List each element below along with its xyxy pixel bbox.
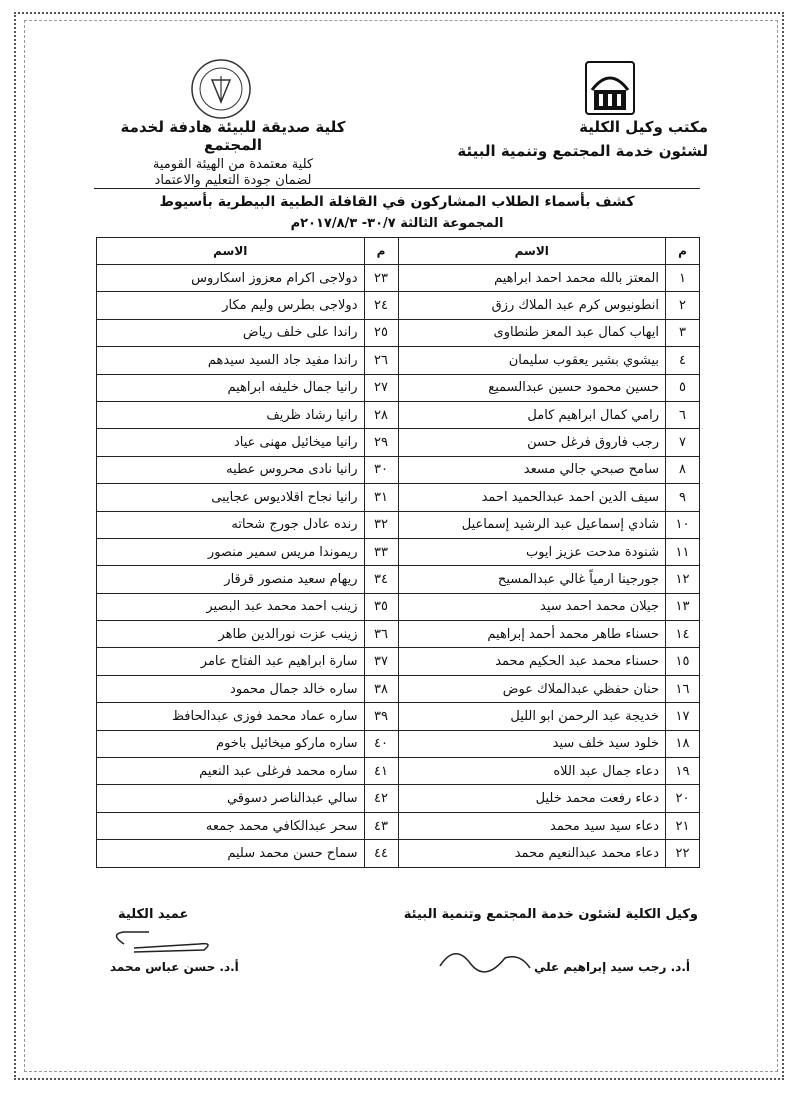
table-row — [97, 566, 700, 593]
row-number: ٢٣ — [364, 265, 398, 292]
table-row — [97, 648, 700, 675]
row-number: ٢٢ — [666, 840, 700, 867]
dean-title: عميد الكلية — [118, 907, 189, 922]
row-number: ١٩ — [666, 758, 700, 785]
row-number: ٣ — [666, 319, 700, 346]
row-number: ١٣ — [666, 593, 700, 620]
row-number: ٩ — [666, 484, 700, 511]
student-name: رامي كمال ابراهيم كامل — [398, 401, 666, 428]
vice-dean-title: وكيل الكلية لشئون خدمة المجتمع وتنمية البيئة — [403, 907, 698, 922]
table-row — [97, 785, 700, 812]
faculty-slogan: كلية صديقة للبيئة هادفة لخدمة المجتمع — [120, 118, 346, 154]
row-number: ٤٣ — [364, 812, 398, 839]
table-header-row — [97, 238, 700, 265]
row-number: ٣٧ — [364, 648, 398, 675]
row-number: ٣٨ — [364, 675, 398, 702]
student-name: رنده عادل جورج شحاته — [97, 511, 365, 538]
table-row — [97, 812, 700, 839]
row-number: ١ — [666, 265, 700, 292]
accreditation-line2: لضمان جودة التعليم والاعتماد — [154, 173, 312, 188]
accreditation-line1: كلية معتمدة من الهيئة القومية — [152, 157, 314, 172]
row-number: ٢ — [666, 292, 700, 319]
row-number: ٢٦ — [364, 347, 398, 374]
student-name: دعاء محمد عبدالنعيم محمد — [398, 840, 666, 867]
row-number: ١١ — [666, 538, 700, 565]
table-row — [97, 840, 700, 867]
student-name: دعاء رفعت محمد خليل — [398, 785, 666, 812]
table-row — [97, 593, 700, 620]
student-name: دولاجى بطرس وليم مكار — [97, 292, 365, 319]
student-name: سالي عبدالناصر دسوقي — [97, 785, 365, 812]
row-number: ٤٢ — [364, 785, 398, 812]
dean-signature — [104, 924, 224, 960]
student-name: دعاء جمال عبد اللاه — [398, 758, 666, 785]
student-name: راندا على خلف رياض — [97, 319, 365, 346]
table-row — [97, 374, 700, 401]
student-name: حنان حفظي عبدالملاك عوض — [398, 675, 666, 702]
row-number: ٣٣ — [364, 538, 398, 565]
row-number: ٦ — [666, 401, 700, 428]
student-name: راندا مفيد جاد السيد سيدهم — [97, 347, 365, 374]
student-name: حسناء طاهر محمد أحمد إبراهيم — [398, 621, 666, 648]
student-name: زينب احمد محمد عبد البصير — [97, 593, 365, 620]
student-name: رانيا جمال خليفه ابراهيم — [97, 374, 365, 401]
row-number: ١٧ — [666, 703, 700, 730]
col-header-name-2: الاسم — [97, 238, 365, 265]
row-number: ٢٠ — [666, 785, 700, 812]
row-number: ٨ — [666, 456, 700, 483]
student-name: رجب فاروق فرغل حسن — [398, 429, 666, 456]
row-number: ١٤ — [666, 621, 700, 648]
student-name: رانيا ميخائيل مهنى عياد — [97, 429, 365, 456]
row-number: ١٨ — [666, 730, 700, 757]
office-header — [457, 118, 708, 160]
faculty-seal-logo — [190, 58, 252, 120]
dean-name: أ.د. حسن عباس محمد — [110, 960, 239, 974]
table-row — [97, 538, 700, 565]
row-number: ٥ — [666, 374, 700, 401]
table-row — [97, 319, 700, 346]
student-name: ريهام سعيد منصور قرقار — [97, 566, 365, 593]
student-name: المعتز بالله محمد احمد ابراهيم — [398, 265, 666, 292]
student-name: بيشوي بشير يعقوب سليمان — [398, 347, 666, 374]
row-number: ٤ — [666, 347, 700, 374]
student-name: خلود سيد خلف سيد — [398, 730, 666, 757]
student-name: دولاجى اكرام معزوز اسكاروس — [97, 265, 365, 292]
student-name: سارة ابراهيم عبد الفتاح عامر — [97, 648, 365, 675]
student-name: حسين محمود حسين عبدالسميع — [398, 374, 666, 401]
student-name: ايهاب كمال عبد المعز طنطاوى — [398, 319, 666, 346]
student-name: خديجة عبد الرحمن ابو الليل — [398, 703, 666, 730]
row-number: ٣٩ — [364, 703, 398, 730]
col-header-num-1: م — [666, 238, 700, 265]
faculty-header — [108, 118, 358, 188]
student-name: ساره ماركو ميخائيل باخوم — [97, 730, 365, 757]
student-name: جورجينا ارمياً غالي عبدالمسيح — [398, 566, 666, 593]
document-title: كشف بأسماء الطلاب المشاركون في القافلة الطبية البيطرية بأسيوط — [159, 194, 635, 210]
table-row — [97, 347, 700, 374]
row-number: ٢٨ — [364, 401, 398, 428]
table-row — [97, 730, 700, 757]
row-number: ١٦ — [666, 675, 700, 702]
student-name: انطونيوس كرم عبد الملاك رزق — [398, 292, 666, 319]
student-name: شادي إسماعيل عبد الرشيد إسماعيل — [398, 511, 666, 538]
office-name: مكتب وكيل الكلية — [579, 118, 708, 136]
student-name: رانيا رشاد ظريف — [97, 401, 365, 428]
row-number: ٣٥ — [364, 593, 398, 620]
row-number: ٢٧ — [364, 374, 398, 401]
table-row — [97, 703, 700, 730]
row-number: ٤٠ — [364, 730, 398, 757]
student-name: دعاء سيد سيد محمد — [398, 812, 666, 839]
student-name: حسناء محمد عبد الحكيم محمد — [398, 648, 666, 675]
university-logo — [584, 60, 636, 116]
col-header-name-1: الاسم — [398, 238, 666, 265]
student-name: جيلان محمد احمد سيد — [398, 593, 666, 620]
vice-dean-signature — [430, 938, 540, 978]
table-row — [97, 511, 700, 538]
table-row — [97, 265, 700, 292]
col-header-num-2: م — [364, 238, 398, 265]
group-date: المجموعة الثالثة ٣٠/٧- ٢٠١٧/٨/٣م — [290, 216, 504, 231]
row-number: ١٥ — [666, 648, 700, 675]
student-name: سامح صبحي جالي مسعد — [398, 456, 666, 483]
row-number: ٤١ — [364, 758, 398, 785]
student-name: شنودة مدحت عزيز ايوب — [398, 538, 666, 565]
row-number: ٣١ — [364, 484, 398, 511]
row-number: ٢٤ — [364, 292, 398, 319]
student-name: سماح حسن محمد سليم — [97, 840, 365, 867]
student-name: سيف الدين احمد عبدالحميد احمد — [398, 484, 666, 511]
table-row — [97, 484, 700, 511]
row-number: ٣٦ — [364, 621, 398, 648]
row-number: ٧ — [666, 429, 700, 456]
student-name: ساره خالد جمال محمود — [97, 675, 365, 702]
header-divider — [94, 188, 700, 189]
student-name: ساره عماد محمد فوزى عبدالحافظ — [97, 703, 365, 730]
table-row — [97, 758, 700, 785]
student-name: ريموندا مريس سمير منصور — [97, 538, 365, 565]
student-name: ساره محمد فرغلى عبد النعيم — [97, 758, 365, 785]
row-number: ٢١ — [666, 812, 700, 839]
row-number: ٣٤ — [364, 566, 398, 593]
row-number: ٤٤ — [364, 840, 398, 867]
student-roster-table — [96, 237, 700, 868]
table-row — [97, 456, 700, 483]
table-row — [97, 675, 700, 702]
row-number: ١٢ — [666, 566, 700, 593]
table-row — [97, 401, 700, 428]
row-number: ٢٩ — [364, 429, 398, 456]
vice-dean-name: أ.د. رجب سيد إبراهيم علي — [533, 960, 690, 974]
table-row — [97, 621, 700, 648]
row-number: ٣٠ — [364, 456, 398, 483]
table-row — [97, 429, 700, 456]
student-name: زينب عزت نورالدين طاهر — [97, 621, 365, 648]
table-row — [97, 292, 700, 319]
row-number: ٢٥ — [364, 319, 398, 346]
student-name: رانيا نجاح اقلاديوس عجايبى — [97, 484, 365, 511]
row-number: ٣٢ — [364, 511, 398, 538]
student-name: رانيا نادى محروس عطيه — [97, 456, 365, 483]
row-number: ١٠ — [666, 511, 700, 538]
student-name: سحر عبدالكافي محمد جمعه — [97, 812, 365, 839]
office-department: لشئون خدمة المجتمع وتنمية البيئة — [457, 142, 708, 160]
